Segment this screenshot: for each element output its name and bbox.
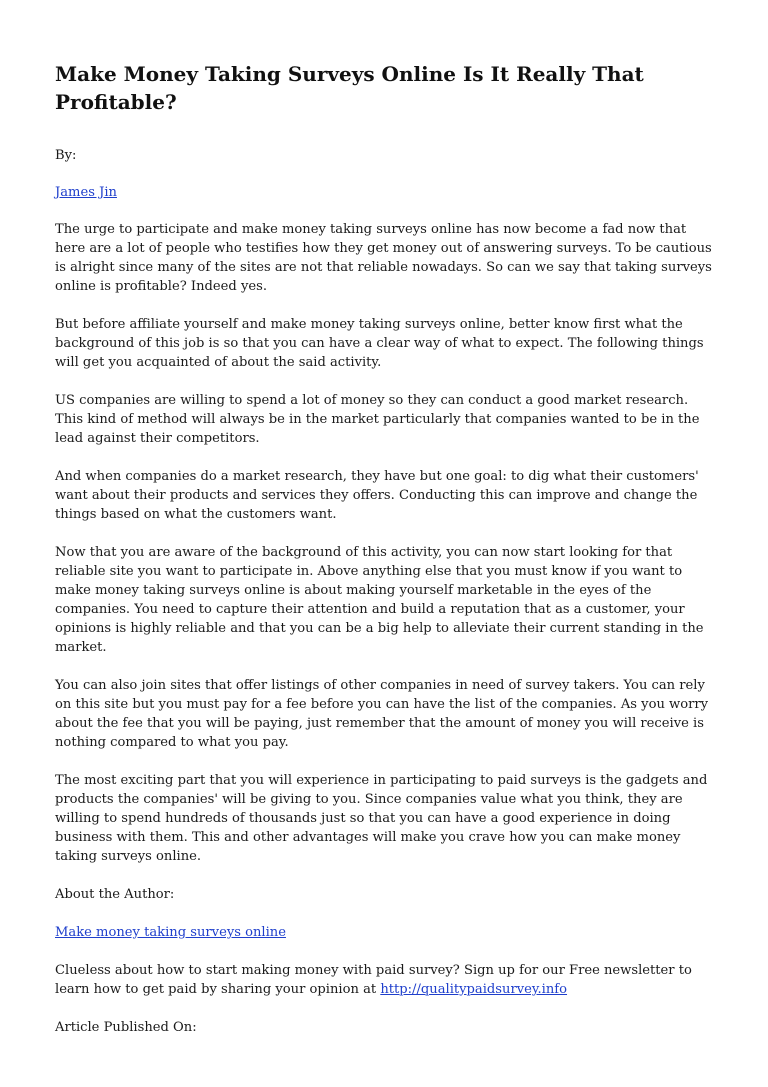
website-link[interactable]: http://qualitypaidsurvey.info [380, 982, 568, 997]
paragraph-5: Now that you are aware of the background of this activity, you can now start looking for that reliable site you want to participate in. Above anything else that you must know if you want to make money taking surveys online is about making yourself marketable in the eyes of the companies. You need to capture their attention and build a reputation that as a customer, your opinions is highly reliable and that you can be a big help to alleviate their current standing in the market. [55, 545, 704, 655]
paragraph-6: You can also join sites that offer listings of other companies in need of survey takers. You can rely on this site but you must pay for a fee before you can have the list of the companies. As you worry about the fee that you will be paying, just remember that the amount of money you will receive is nothing compared to what you pay. [55, 678, 709, 750]
make-money-link[interactable]: Make money taking surveys online [55, 925, 286, 940]
article-title: Make Money Taking Surveys Online Is It Really That Profitable? [55, 62, 644, 114]
paragraph-3: US companies are willing to spend a lot of money so they can conduct a good market research. This kind of method will always be in the market particularly that companies wanted to be in the lead against their competitors. [55, 393, 700, 446]
author-line [55, 183, 715, 202]
author-name-link[interactable]: James Jin [55, 185, 117, 200]
by-label: By: [55, 148, 77, 163]
paragraph-1: The urge to participate and make money taking surveys online has now become a fad now that here are a lot of people who testifies how they get money out of answering surveys. To be cautious is alright since many of the sites are not that reliable nowadays. So can we say that taking surveys online is profitable? Indeed yes. [55, 222, 712, 294]
author-bio [55, 961, 715, 999]
document-page [55, 60, 715, 1056]
author-bio-text: Clueless about how to start making money with paid survey? Sign up for our Free newsletter to learn how to get paid by sharing your opinion at [55, 963, 692, 997]
published-label: Article Published On: [55, 1020, 197, 1035]
author-link-line [55, 923, 715, 942]
paragraph-7: The most exciting part that you will experience in participating to paid surveys is the gadgets and products the companies' will be giving to you. Since companies value what you think, they are willing to spend hundreds of thousands just so that you can have a good experience in doing business with them. This and other advantages will make you crave how you can make money taking surveys online. [55, 773, 708, 864]
about-author-label: About the Author: [55, 887, 175, 902]
paragraph-4: And when companies do a market research, they have but one goal: to dig what their customers' want about their products and services they offers. Conducting this can improve and change the things based on what the customers want. [55, 469, 699, 522]
paragraph-2: But before affiliate yourself and make money taking surveys online, better know first what the background of this job is so that you can have a clear way of what to expect. The following things will get you acquainted of about the said activity. [55, 317, 704, 370]
